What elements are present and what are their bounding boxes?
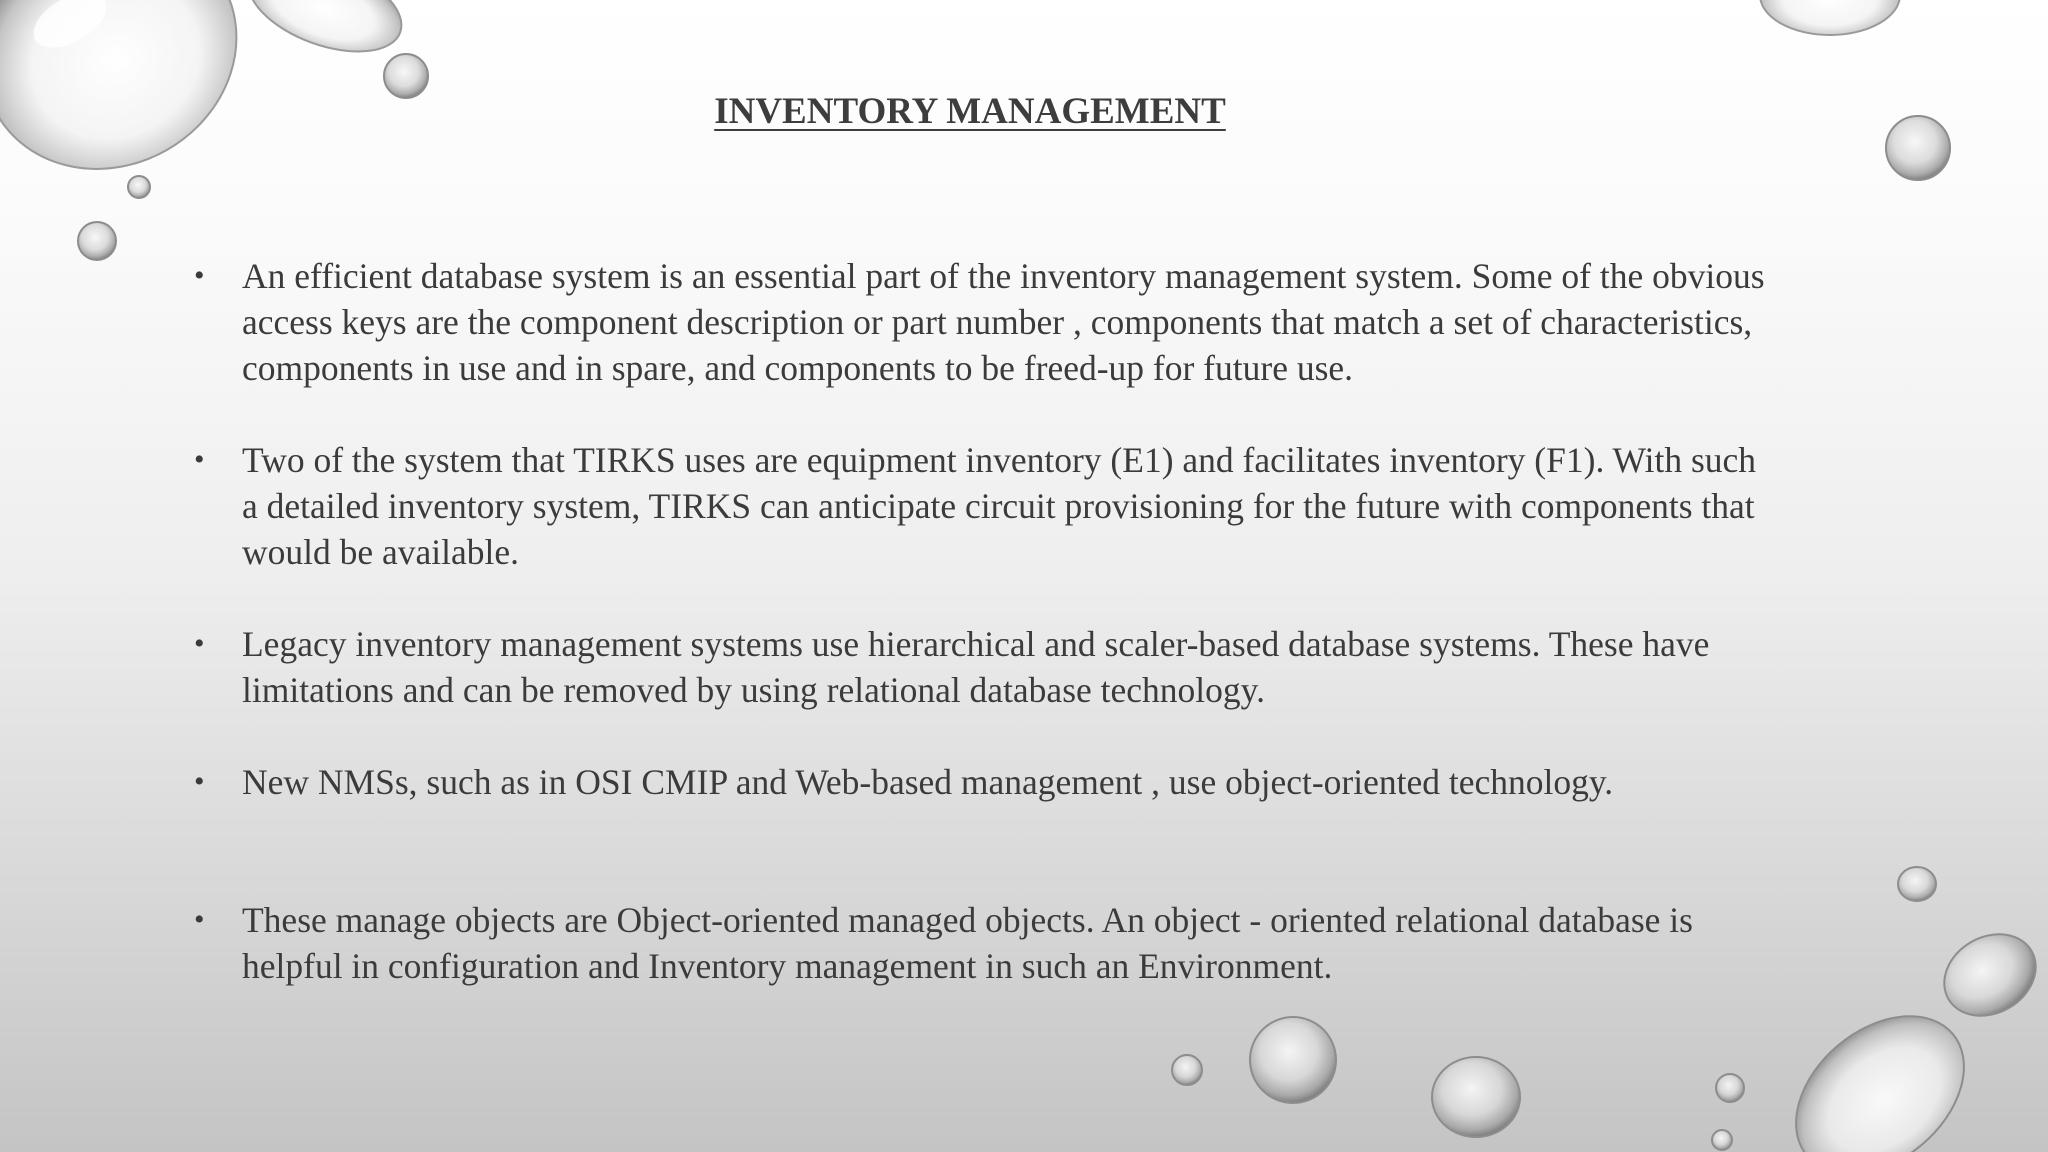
bullet-line: Two of the system that TIRKS uses are equipment inventory (E1) and facilitates inventory (F1). With such [242, 440, 1757, 480]
bullet-line: limitations and can be removed by using relational database technology. [242, 670, 1265, 710]
bullet-item [194, 759, 1842, 805]
bullet-line: These manage objects are Object-oriented managed objects. An object - oriented relational database is [242, 900, 1693, 940]
bullet-item [194, 621, 1842, 713]
bullet-item [194, 253, 1842, 391]
bullet-dot: • [194, 765, 205, 798]
bullet-line: New NMSs, such as in OSI CMIP and Web-based management , use object-oriented technology. [242, 762, 1614, 802]
bullet-dot: • [194, 259, 205, 292]
bullet-line: Legacy inventory management systems use hierarchical and scaler-based database systems. These have [242, 624, 1710, 664]
slide-title-text: INVENTORY MANAGEMENT [714, 91, 1226, 132]
bullet-line: would be available. [242, 532, 519, 572]
bullet-line: access keys are the component description or part number , components that match a set of characteristics, [242, 302, 1753, 342]
bullet-dot: • [194, 443, 205, 476]
bullet-line: helpful in configuration and Inventory management in such an Environment. [242, 946, 1333, 986]
bullet-item [194, 897, 1842, 989]
bullet-line: a detailed inventory system, TIRKS can anticipate circuit provisioning for the future with components that [242, 486, 1755, 526]
bullet-dot: • [194, 627, 205, 660]
bullet-dot: • [194, 903, 205, 936]
bullet-item [194, 437, 1842, 575]
bullet-line: An efficient database system is an essential part of the inventory management system. Some of the obvious [242, 256, 1765, 296]
bullet-line: components in use and in spare, and components to be freed-up for future use. [242, 348, 1354, 388]
